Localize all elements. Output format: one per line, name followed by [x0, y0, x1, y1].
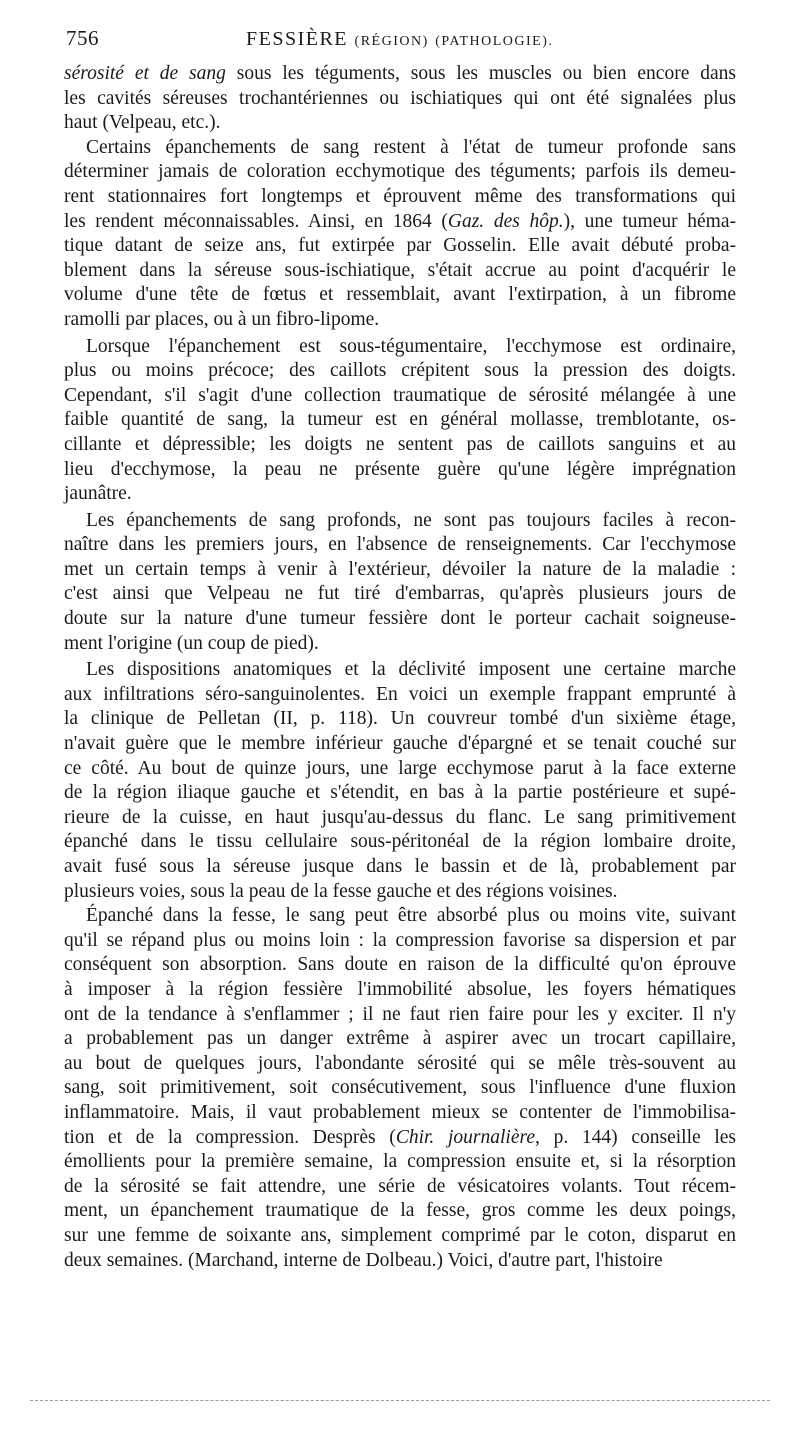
text-line — [64, 408, 736, 433]
text-line — [64, 87, 736, 112]
line-text: cillante et dépressible; les doigts ne sentent pas de caillots sanguins et au — [64, 433, 736, 455]
text-line — [64, 1175, 736, 1200]
line-text: de la région iliaque gauche et s'étendit, en bas à la partie postérieure et supé- — [64, 782, 736, 804]
line-text: inflammatoire. Mais, il vaut probablement mieux se contenter de l'immobilisa- — [64, 1101, 736, 1123]
line-text: Épanché dans la fesse, le sang peut être absorbé plus ou moins vite, suivant — [86, 905, 736, 927]
line-text: plus ou moins précoce; des caillots crépitent sous la pression des doigts. — [64, 360, 736, 382]
line-text: conséquent son absorption. Sans doute en raison de la difficulté qu'on éprouve — [64, 954, 736, 976]
line-text: ramolli par places, ou à un fibro-lipome. — [64, 308, 380, 330]
line-text: lieu d'ecchymose, la peau ne présente guère qu'une légère imprégnation — [64, 458, 736, 480]
text-line — [64, 136, 736, 161]
line-text: ont de la tendance à s'enflammer ; il ne faut rien faire pour les y exciter. Il n'y — [64, 1003, 736, 1025]
line-text: les cavités séreuses trochantériennes ou ischiatiques qui ont été signalées plus — [64, 87, 736, 109]
line-text: ment, un épanchement traumatique de la fesse, gros comme les deux poings, — [64, 1200, 736, 1222]
line-text: n'avait guère que le membre inférieur gauche d'épargné et se tenait couché sur — [64, 733, 736, 755]
line-text: faible quantité de sang, la tumeur est en général mollasse, tremblotante, os- — [64, 409, 736, 431]
text-line — [64, 533, 736, 558]
text-line — [64, 953, 736, 978]
text-line — [64, 458, 736, 483]
text-line — [64, 111, 736, 136]
line-text: avait fusé sous la séreuse jusque dans le bassin et de là, probablement par — [64, 856, 736, 877]
text-line — [64, 830, 736, 855]
line-text: Certains épanchements de sang restent à l'état de tumeur profonde sans — [86, 136, 736, 158]
running-title — [246, 28, 553, 51]
line-text: c'est ainsi que Velpeau ne fut tiré d'embarras, qu'après plusieurs jours de — [64, 583, 736, 605]
text-line — [64, 855, 736, 880]
text-line — [64, 283, 736, 308]
text-line — [64, 1101, 736, 1126]
text-line — [64, 1003, 736, 1028]
text-line — [64, 210, 736, 235]
text-line — [64, 359, 736, 384]
line-text: aux infiltrations séro-sanguinolentes. En voici un exemple frappant emprunté à — [64, 683, 736, 705]
text-line — [64, 1126, 736, 1151]
text-line — [64, 1052, 736, 1077]
line-text: deux semaines. (Marchand, interne de Dolbeau.) Voici, d'autre part, l'histoire — [64, 1249, 663, 1271]
text-line — [64, 185, 736, 210]
line-text: met un certain temps à venir à l'extérieur, dévoiler la nature de la maladie : — [64, 558, 736, 580]
text-line — [64, 335, 736, 360]
line-text: Lorsque l'épanchement est sous-tégumentaire, l'ecchymose est ordinaire, — [86, 335, 736, 357]
line-text: épanché dans le tissu cellulaire sous-péritonéal de la région lombaire droite, — [64, 831, 736, 853]
line-text: plusieurs voies, sous la peau de la fesse gauche et des régions voisines. — [64, 880, 618, 902]
text-line — [64, 1224, 736, 1249]
line-text: la clinique de Pelletan (II, p. 118). Un couvreur tombé d'un sixième étage, — [64, 708, 736, 730]
text-line — [64, 1249, 736, 1274]
text-line — [64, 234, 736, 259]
text-line — [64, 509, 736, 534]
footer-rule — [30, 1400, 770, 1402]
page-header — [66, 26, 736, 56]
text-line — [64, 62, 736, 87]
text-line — [64, 482, 736, 507]
text-line — [64, 929, 736, 954]
line-text: sang, soit primitivement, soit consécutivement, sous l'influence d'une fluxion — [64, 1077, 736, 1099]
page-number: 756 — [66, 26, 99, 50]
text-line — [64, 904, 736, 929]
text-line — [64, 658, 736, 683]
text-line — [64, 732, 736, 757]
line-text: ), une tumeur héma- — [563, 210, 736, 232]
text-line — [64, 1199, 736, 1224]
text-line — [64, 384, 736, 409]
text-line — [64, 781, 736, 806]
text-line — [64, 558, 736, 583]
line-text: volume d'une tête de fœtus et ressemblait, avant l'extirpation, à un fibrome — [64, 284, 736, 306]
line-text: au bout de quelques jours, l'abondante sérosité qui se mêle très-souvent au — [64, 1052, 736, 1074]
italic-text: sérosité et de sang — [64, 63, 226, 84]
line-text: sur une femme de soixante ans, simplement comprimé par le coton, disparut en — [64, 1224, 736, 1246]
line-text: a probablement pas un danger extrême à aspirer avec un trocart capillaire, — [64, 1028, 736, 1050]
line-text: naître dans les premiers jours, en l'absence de renseignements. Car l'ecchymose — [64, 534, 736, 556]
title-pathologie: (PATHOLOGIE). — [435, 34, 554, 49]
text-line — [64, 607, 736, 632]
line-text: rent stationnaires fort longtemps et éprouvent même des transformations qui — [64, 185, 736, 207]
line-text: tion et de la compression. Desprès ( — [64, 1126, 396, 1148]
text-line — [64, 880, 736, 905]
line-text: de la sérosité se fait attendre, une série de vésicatoires volants. Tout récem- — [64, 1175, 736, 1197]
text-line — [64, 683, 736, 708]
title-main: FESSIÈRE — [246, 28, 349, 50]
line-text: Les dispositions anatomiques et la déclivité imposent une certaine marche — [86, 659, 736, 681]
line-text: tique datant de seize ans, fut extirpée par Gosselin. Elle avait débuté proba- — [64, 235, 736, 257]
line-text: Les épanchements de sang profonds, ne sont pas toujours faciles à recon- — [86, 509, 736, 531]
text-line — [64, 978, 736, 1003]
line-text: à imposer à la région fessière l'immobilité absolue, les foyers hématiques — [64, 978, 736, 1000]
line-text: jaunâtre. — [64, 483, 132, 505]
title-region: (RÉGION) — [354, 34, 429, 49]
italic-text: Chir. journalière — [395, 1126, 536, 1148]
text-line — [64, 259, 736, 284]
text-line — [64, 1150, 736, 1175]
line-text: , p. 144) conseille les — [535, 1126, 737, 1148]
line-text: ment l'origine (un coup de pied). — [64, 632, 319, 654]
text-line — [64, 308, 736, 333]
text-line — [64, 806, 736, 831]
text-line — [64, 433, 736, 458]
line-text: Cependant, s'il s'agit d'une collection traumatique de sérosité mélangée à une — [64, 384, 736, 406]
text-line — [64, 707, 736, 732]
text-line — [64, 1027, 736, 1052]
body-text — [64, 62, 736, 1273]
line-text: déterminer jamais de coloration ecchymotique des téguments; parfois ils demeu- — [64, 161, 736, 183]
line-text: blement dans la séreuse sous-ischiatique, s'était accrue au point d'acquérir le — [64, 259, 736, 281]
text-line — [64, 632, 736, 657]
line-text: doute sur la nature d'une tumeur fessière dont le porteur cachait soigneuse- — [64, 608, 736, 630]
line-text: les rendent méconnaissables. Ainsi, en 1864 ( — [64, 210, 448, 232]
line-text: qu'il se répand plus ou moins loin : la compression favorise sa dispersion et par — [64, 929, 736, 951]
text-line — [64, 160, 736, 185]
text-line — [64, 582, 736, 607]
text-line — [64, 1076, 736, 1101]
line-text: rieure de la cuisse, en haut jusqu'au-dessus du flanc. Le sang primitivement — [64, 806, 736, 828]
line-text: haut (Velpeau, etc.). — [64, 112, 221, 134]
line-text: émollients pour la première semaine, la compression ensuite et, si la résorption — [64, 1151, 736, 1173]
line-text: sous les téguments, sous les muscles ou bien encore dans — [225, 63, 736, 84]
text-line — [64, 757, 736, 782]
italic-text: Gaz. des hôp. — [447, 210, 564, 232]
line-text: ce côté. Au bout de quinze jours, une large ecchymose parut à la face externe — [64, 757, 736, 779]
